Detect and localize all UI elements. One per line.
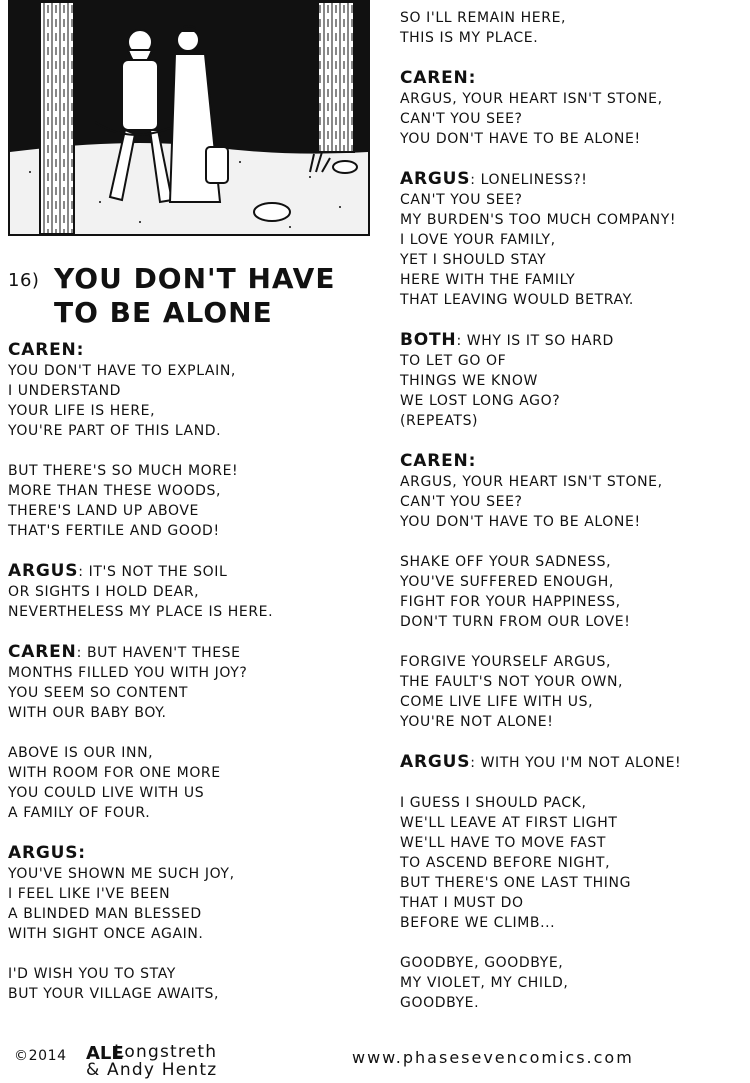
speaker-line: [8, 843, 368, 864]
lyric-line: (REPEATS): [400, 413, 479, 429]
lyric-line: WE'LL LEAVE AT FIRST LIGHT: [400, 815, 618, 831]
stanza: [8, 340, 368, 441]
lyric-line: SHAKE OFF YOUR SADNESS,: [400, 554, 612, 570]
lyric-line: YOU DON'T HAVE TO BE ALONE!: [400, 131, 641, 147]
stanza: [8, 843, 368, 944]
lyric-line: OR SIGHTS I HOLD DEAR,: [8, 584, 200, 600]
lyric-line: ARGUS, YOUR HEART ISN'T STONE,: [400, 91, 663, 107]
speaker-line: [400, 752, 748, 773]
lyric-line: A FAMILY OF FOUR.: [8, 805, 151, 821]
lyric-line: THE FAULT'S NOT YOUR OWN,: [400, 674, 624, 690]
stanza: [8, 561, 368, 622]
lyric-line: I GUESS I SHOULD PACK,: [400, 795, 587, 811]
lyric-line: THAT I MUST DO: [400, 895, 524, 911]
stanza: [400, 752, 748, 773]
stanza: [400, 953, 748, 1013]
song-number: 16): [8, 270, 40, 291]
lyric-line: CAN'T YOU SEE?: [400, 192, 523, 208]
lyric-inline: : IT'S NOT THE SOIL: [78, 564, 228, 580]
speaker-colon: :: [76, 340, 85, 360]
lyric-inline: : WITH YOU I'M NOT ALONE!: [470, 755, 682, 771]
lyric-line: YOU DON'T HAVE TO BE ALONE!: [400, 514, 641, 530]
lyric-line: WITH ROOM FOR ONE MORE: [8, 765, 221, 781]
lyric-line: WITH SIGHT ONCE AGAIN.: [8, 926, 204, 942]
speaker-colon: :: [78, 843, 86, 863]
website-url: www.phasesevencomics.com: [352, 1048, 634, 1067]
speaker-line: [400, 330, 748, 351]
page-footer: [0, 1040, 750, 1080]
speaker-name: CAREN: [400, 451, 469, 471]
lyric-line: GOODBYE, GOODBYE,: [400, 955, 564, 971]
lyric-line: ARGUS, YOUR HEART ISN'T STONE,: [400, 474, 663, 490]
lyric-line: THIS IS MY PLACE.: [400, 30, 539, 46]
lyric-line: THAT'S FERTILE AND GOOD!: [8, 523, 220, 539]
stanza: [400, 793, 748, 933]
stanza: [8, 964, 368, 1004]
stanza: [400, 652, 748, 732]
lyric-line: BUT YOUR VILLAGE AWAITS,: [8, 986, 220, 1002]
speaker-colon: :: [468, 451, 477, 471]
lyric-line: I FEEL LIKE I'VE BEEN: [8, 886, 171, 902]
lyric-line: NEVERTHELESS MY PLACE IS HERE.: [8, 604, 274, 620]
lyric-line: I'D WISH YOU TO STAY: [8, 966, 176, 982]
lyric-line: YOU'VE SUFFERED ENOUGH,: [400, 574, 614, 590]
lyrics-right-column: [400, 8, 748, 1033]
stanza: [400, 169, 748, 310]
speaker-name: CAREN: [8, 340, 77, 360]
speaker-name: ARGUS: [400, 752, 471, 772]
lyric-line: YOU'RE PART OF THIS LAND.: [8, 423, 222, 439]
lyric-line: CAN'T YOU SEE?: [400, 111, 523, 127]
lyric-line: GOODBYE.: [400, 995, 480, 1011]
lyric-line: YOU'RE NOT ALONE!: [400, 714, 554, 730]
lyric-line: YOU COULD LIVE WITH US: [8, 785, 205, 801]
lyrics-left-column: [8, 340, 368, 1024]
speaker-line: [400, 68, 748, 89]
speaker-name: CAREN: [8, 642, 77, 662]
lyric-line: WE LOST LONG AGO?: [400, 393, 561, 409]
speaker-name: ARGUS: [8, 561, 79, 581]
lyric-line: TO ASCEND BEFORE NIGHT,: [400, 855, 611, 871]
stanza: [400, 552, 748, 632]
lyric-line: YET I SHOULD STAY: [400, 252, 547, 268]
lyric-line: FIGHT FOR YOUR HAPPINESS,: [400, 594, 621, 610]
stanza: [400, 330, 748, 431]
stanza: [8, 461, 368, 541]
lyric-inline: : BUT HAVEN'T THESE: [76, 645, 241, 661]
lyric-line: I UNDERSTAND: [8, 383, 122, 399]
lyric-line: YOUR LIFE IS HERE,: [8, 403, 156, 419]
lyric-line: MY VIOLET, MY CHILD,: [400, 975, 569, 991]
svg-text:ALE: ALE: [86, 1043, 124, 1064]
stanza: [400, 68, 748, 149]
lyric-line: MONTHS FILLED YOU WITH JOY?: [8, 665, 248, 681]
lyric-inline: : WHY IS IT SO HARD: [456, 333, 614, 349]
speaker-line: [400, 169, 748, 190]
speaker-name: BOTH: [400, 330, 457, 350]
lyric-line: YOU'VE SHOWN ME SUCH JOY,: [8, 866, 235, 882]
stanza: [8, 743, 368, 823]
speaker-line: [8, 561, 368, 582]
forest-scene-illustration: [8, 0, 370, 236]
lyric-line: BEFORE WE CLIMB...: [400, 915, 556, 931]
stanza: [400, 8, 748, 48]
lyric-line: HERE WITH THE FAMILY: [400, 272, 576, 288]
speaker-name: CAREN: [400, 68, 469, 88]
lyric-line: THAT LEAVING WOULD BETRAY.: [400, 292, 634, 308]
lyric-line: BUT THERE'S SO MUCH MORE!: [8, 463, 239, 479]
lyric-line: BUT THERE'S ONE LAST THING: [400, 875, 632, 891]
speaker-line: [8, 340, 368, 361]
lyric-line: TO LET GO OF: [400, 353, 507, 369]
lyric-line: THINGS WE KNOW: [400, 373, 538, 389]
lyric-line: MORE THAN THESE WOODS,: [8, 483, 222, 499]
lyric-line: CAN'T YOU SEE?: [400, 494, 523, 510]
stanza: [8, 642, 368, 723]
copyright: ©2014: [14, 1048, 67, 1064]
stanza: [400, 451, 748, 532]
song-title: YOU DON'T HAVE TO BE ALONE: [54, 262, 336, 329]
author-line-2: & Andy Hentz: [86, 1060, 218, 1080]
lyric-line: YOU SEEM SO CONTENT: [8, 685, 189, 701]
speaker-name: ARGUS: [400, 169, 471, 189]
lyric-line: SO I'LL REMAIN HERE,: [400, 10, 567, 26]
speaker-colon: :: [468, 68, 477, 88]
lyric-line: YOU DON'T HAVE TO EXPLAIN,: [8, 363, 236, 379]
lyric-line: FORGIVE YOURSELF ARGUS,: [400, 654, 612, 670]
speaker-line: [8, 642, 368, 663]
lyric-line: WE'LL HAVE TO MOVE FAST: [400, 835, 606, 851]
lyric-line: MY BURDEN'S TOO MUCH COMPANY!: [400, 212, 677, 228]
lyric-line: THERE'S LAND UP ABOVE: [8, 503, 199, 519]
speaker-name: ARGUS: [8, 843, 79, 863]
lyric-line: A BLINDED MAN BLESSED: [8, 906, 202, 922]
lyric-line: I LOVE YOUR FAMILY,: [400, 232, 556, 248]
lyric-line: WITH OUR BABY BOY.: [8, 705, 167, 721]
lyric-line: DON'T TURN FROM OUR LOVE!: [400, 614, 631, 630]
lyric-line: COME LIVE LIFE WITH US,: [400, 694, 594, 710]
author-line-1: Longstreth: [114, 1042, 218, 1062]
lyric-inline: : LONELINESS?!: [470, 172, 588, 188]
lyric-line: ABOVE IS OUR INN,: [8, 745, 154, 761]
speaker-line: [400, 451, 748, 472]
